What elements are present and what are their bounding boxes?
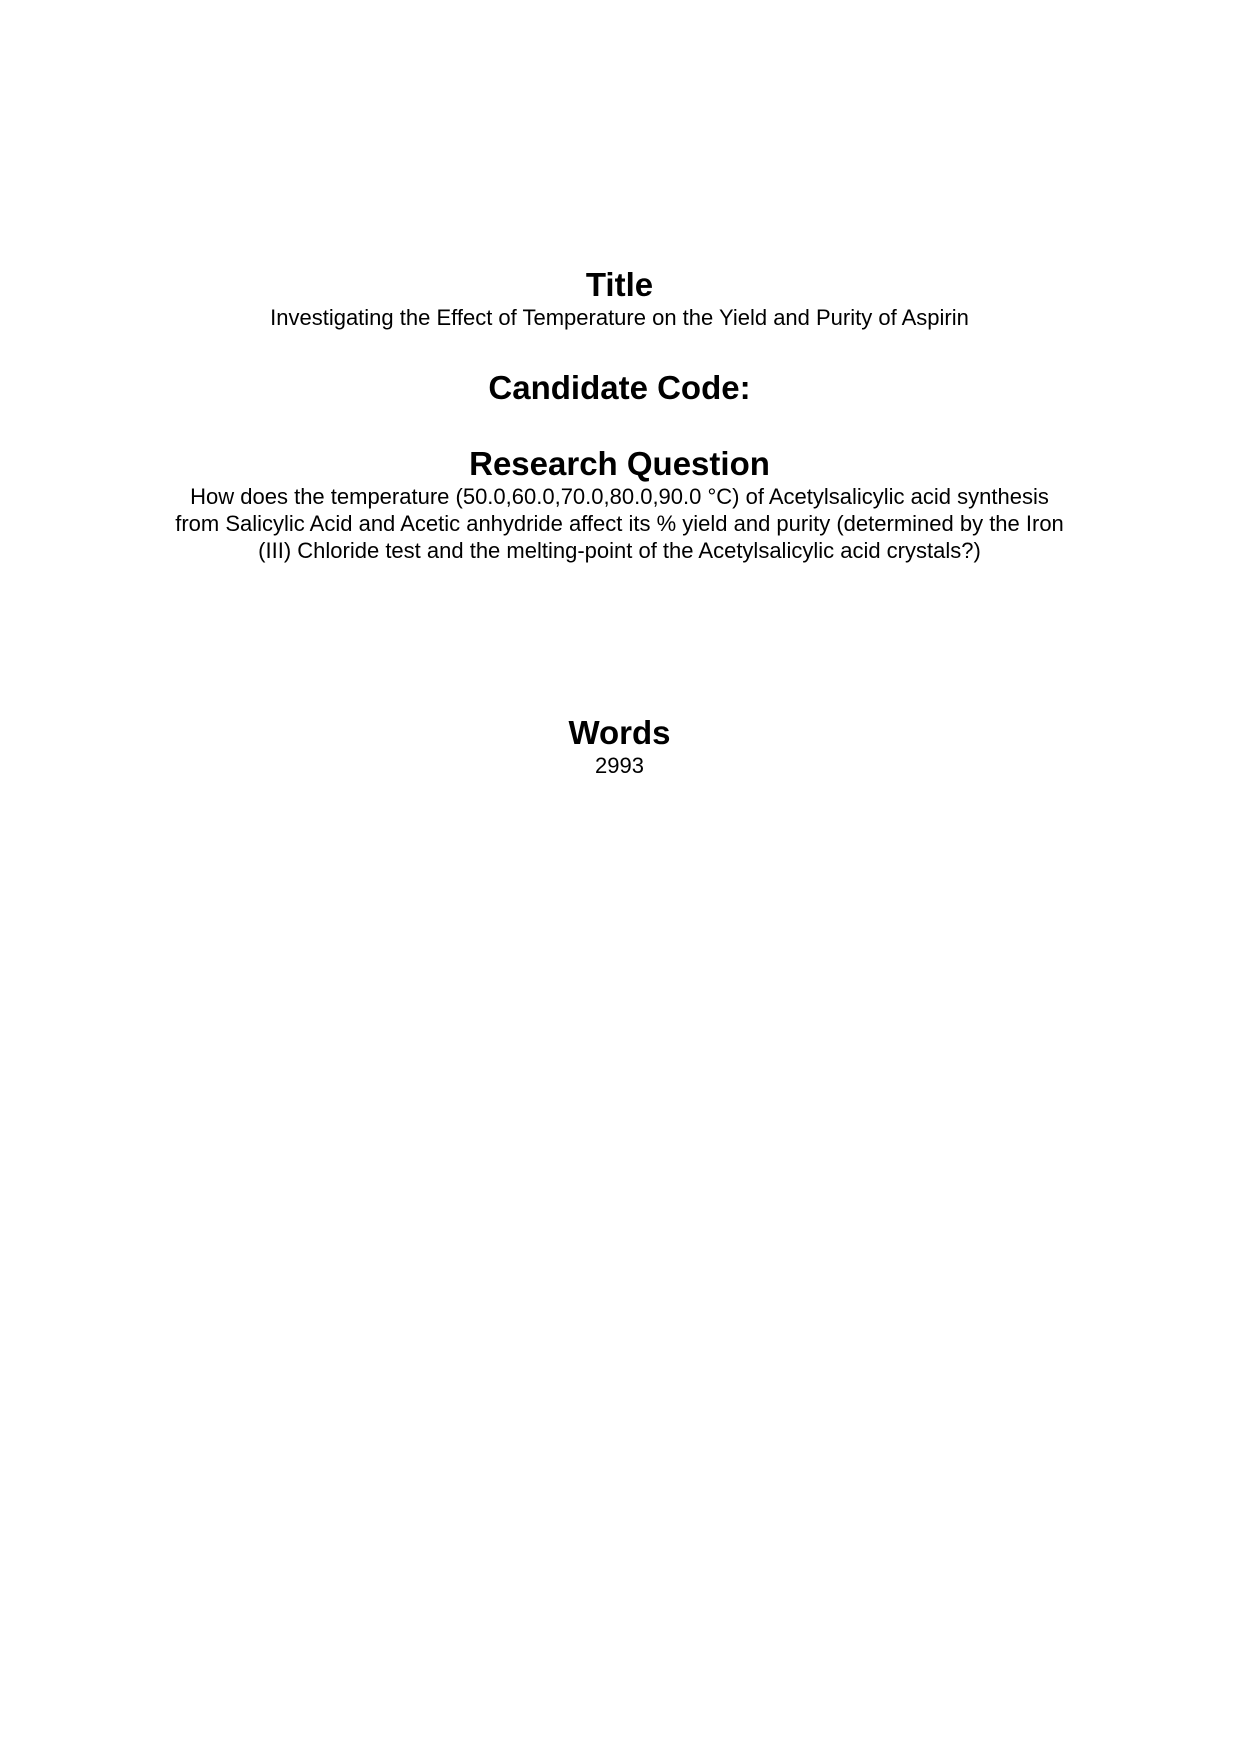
candidate-code-section (0, 369, 1239, 407)
word-count-heading: Words (568, 714, 671, 751)
research-question-section (0, 445, 1239, 564)
title-text: Investigating the Effect of Temperature on the Yield and Purity of Aspirin (270, 305, 969, 330)
title-heading: Title (585, 266, 654, 303)
candidate-code-heading: Candidate Code: (488, 369, 751, 406)
research-question-line: from Salicylic Acid and Acetic anhydride affect its % yield and purity (determined by the Iron (175, 511, 1064, 536)
research-question-line: (III) Chloride test and the melting-point of the Acetylsalicylic acid crystals?) (258, 538, 981, 563)
word-count-value: 2993 (595, 753, 644, 778)
title-section (0, 266, 1239, 331)
research-question-text (140, 483, 1100, 564)
research-question-heading: Research Question (469, 445, 770, 482)
word-count-section (0, 714, 1239, 779)
research-question-line: How does the temperature (50.0,60.0,70.0,80.0,90.0 °C) of Acetylsalicylic acid synthesis (190, 484, 1049, 509)
